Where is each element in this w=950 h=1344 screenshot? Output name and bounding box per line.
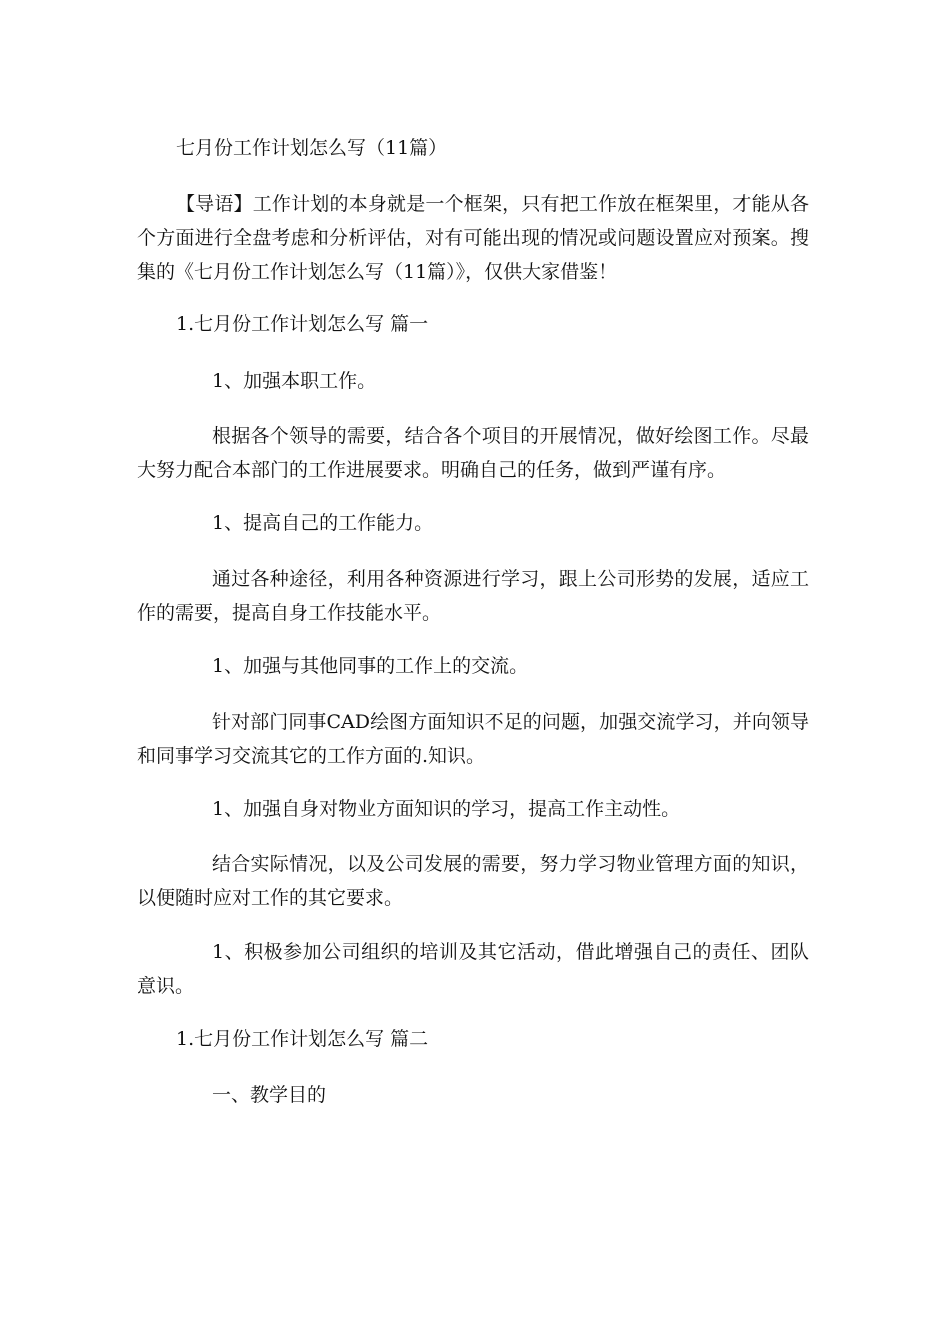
point-body: 根据各个领导的需要，结合各个项目的开展情况，做好绘图工作。尽最大努力配合本部门的工作进展要求。明确自己的任务，做到严谨有序。: [137, 425, 809, 481]
point-heading: 1、提高自己的工作能力。: [212, 512, 434, 534]
point-heading: 1、加强与其他同事的工作上的交流。: [212, 655, 529, 677]
section-heading: 1.七月份工作计划怎么写 篇一: [176, 313, 429, 335]
point-paragraph: 1、积极参加公司组织的培训及其它活动，借此增强自己的责任、团队意识。: [137, 941, 809, 997]
point-heading: 1、加强本职工作。: [212, 370, 377, 392]
intro-paragraph: 【导语】工作计划的本身就是一个框架，只有把工作放在框架里，才能从各个方面进行全盘考虑和分析评估，对有可能出现的情况或问题设置应对预案。搜集的《七月份工作计划怎么写（11篇）》，仅供大家借鉴！: [137, 193, 809, 283]
point-body: 通过各种途径，利用各种资源进行学习，跟上公司形势的发展，适应工作的需要，提高自身工作技能水平。: [137, 568, 809, 624]
document-title: 七月份工作计划怎么写（11篇）: [176, 137, 448, 159]
point-heading: 一、教学目的: [212, 1084, 327, 1106]
point-body: 结合实际情况，以及公司发展的需要，努力学习物业管理方面的知识，以便随时应对工作的其它要求。: [137, 853, 809, 909]
point-body: 针对部门同事CAD绘图方面知识不足的问题，加强交流学习，并向领导和同事学习交流其它的工作方面的.知识。: [137, 711, 809, 767]
section-heading: 1.七月份工作计划怎么写 篇二: [176, 1028, 429, 1050]
point-heading: 1、加强自身对物业方面知识的学习，提高工作主动性。: [212, 798, 681, 820]
